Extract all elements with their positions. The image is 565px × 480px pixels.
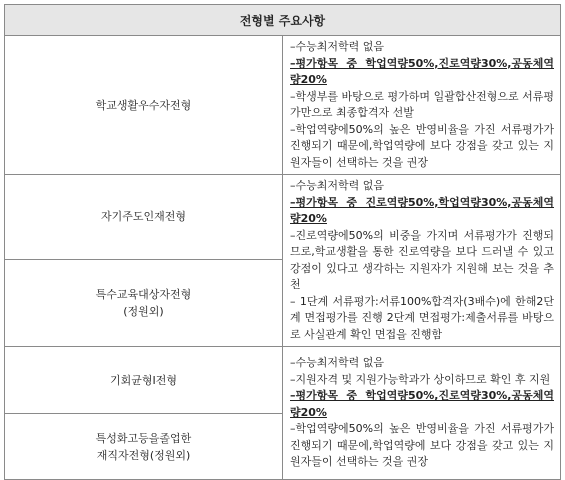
table-row: [5, 347, 561, 414]
table-row: [5, 36, 561, 175]
detail-line-bold: –평가항목 중 학업역량50%,진로역량30%,공동체역량20%: [290, 56, 554, 86]
track-details-school-life: [283, 36, 561, 175]
detail-line: –지원자격 및 지원가능학과가 상이하므로 확인 후 지원: [290, 372, 551, 386]
detail-line: – 1단계 서류평가:서류100%합격자(3배수)에 한해2단계 면접평가를 진행 2단계 면접평가:제출서류를 바탕으로 사실관계 확인 면접을 진행함: [290, 294, 554, 341]
track-details-opportunity-balance: [283, 347, 561, 480]
table-row: [5, 175, 561, 260]
detail-line: –수능최저학력 없음: [290, 179, 385, 192]
admission-table: [4, 4, 561, 480]
track-name-school-life: 학교생활우수자전형: [5, 36, 283, 175]
detail-line: –학업역량에50%의 높은 반영비율을 가진 서류평가가 진행되기 때문에,학업역량에 보다 강점을 갖고 있는 지원자들이 선택하는 것을 권장: [290, 122, 554, 169]
track-details-self-directed: [283, 175, 561, 347]
detail-line: –진로역량에50%의 비중을 가지며 서류평가가 진행되므로,학교생활을 통한 진로역량을 보다 드러낼 수 있고 강점이 있다고 생각하는 지원자가 지원해 보는 것을 추천: [290, 228, 554, 291]
detail-line: –학업역량에50%의 높은 반영비율을 가진 서류평가가 진행되기 때문에,학업역량에 보다 강점을 갖고 있는 지원자들이 선택하는 것을 권장: [290, 422, 554, 469]
detail-line: –학생부를 바탕으로 평가하며 일괄합산전형으로 서류평가만으로 최종합격자 선발: [290, 89, 554, 119]
track-name-self-directed: 자기주도인재전형: [5, 175, 283, 260]
detail-line: –수능최저학력 없음: [290, 40, 385, 53]
table-header-row: [5, 5, 561, 36]
detail-line-bold: –평가항목 중 진로역량50%,학업역량30%,공동체역량20%: [290, 195, 554, 225]
table-header: 전형별 주요사항: [5, 5, 561, 36]
track-name-vocational-graduate: 특성화고등을졸업한 재직자전형(정원외): [5, 414, 283, 480]
detail-line-bold: –평가항목 중 학업역량50%,진로역량30%,공동체역량20%: [290, 389, 554, 419]
detail-line: –수능최저학력 없음: [290, 356, 385, 370]
track-name-special-education: 특수교육대상자전형 (정원외): [5, 259, 283, 346]
admission-table-wrapper: [4, 4, 561, 480]
track-name-opportunity-balance: 기회균형Ⅰ전형: [5, 347, 283, 414]
